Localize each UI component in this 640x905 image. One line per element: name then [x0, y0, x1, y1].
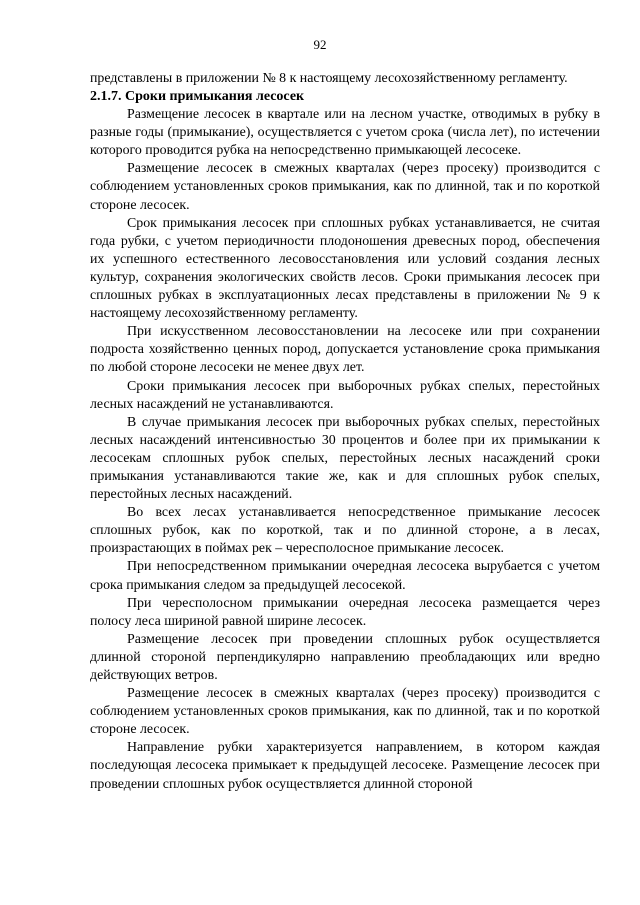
body-paragraph: Срок примыкания лесосек при сплошных рубках устанавливается, не считая года рубки, с учетом периодичности плодоношения древесных пород, обеспечения их успешного естественного лесовосстановления или условий создания лесных культур, сохранения экологических свойств лесов. Сроки примыкания лесосек при сплошных рубках в эксплуатационных лесах представлены в приложении № 9 к настоящему лесохозяйственному регламенту.: [90, 215, 600, 322]
body-paragraph: Во всех лесах устанавливается непосредственное примыкание лесосек сплошных рубок, как по короткой, так и по длинной стороне, а в лесах, произрастающих в поймах рек – чересполосное примыкание лесосек.: [90, 505, 600, 557]
body-paragraph: Размещение лесосек при проведении сплошных рубок осуществляется длинной стороной перпендикулярно направлению преобладающих или вредно действующих ветров.: [90, 631, 600, 683]
section-heading: 2.1.7. Сроки примыкания лесосек: [90, 89, 305, 105]
body-paragraph: Размещение лесосек в квартале или на лесном участке, отводимых в рубку в разные годы (примыкание), осуществляется с учетом срока (числа лет), по истечении которого проводится рубка на непосредственно примыкающей лесосеке.: [90, 107, 600, 159]
document-body: [90, 70, 600, 794]
body-paragraph: При чересполосном примыкании очередная лесосека размещается через полосу леса шириной равной ширине лесосек.: [90, 595, 600, 629]
body-paragraph: Размещение лесосек в смежных кварталах (через просеку) производится с соблюдением установленных сроков примыкания, как по длинной, так и по короткой стороне лесосек.: [90, 686, 600, 738]
body-paragraph: При искусственном лесовосстановлении на лесосеке или при сохранении подроста хозяйственно ценных пород, допускается установление срока примыкания по любой стороне лесосеки не менее двух лет.: [90, 324, 600, 376]
page-number: 92: [313, 37, 327, 52]
body-paragraph: Направление рубки характеризуется направлением, в котором каждая последующая лесосека примыкает к предыдущей лесосеке. Размещение лесосек при проведении сплошных рубок осуществляется длинной стороной: [90, 740, 600, 792]
body-paragraph: Размещение лесосек в смежных кварталах (через просеку) производится с соблюдением установленных сроков примыкания, как по длинной, так и по короткой стороне лесосек.: [90, 161, 600, 213]
intro-paragraph: представлены в приложении № 8 к настоящему лесохозяйственному регламенту.: [90, 71, 568, 86]
body-paragraph: Сроки примыкания лесосек при выборочных рубках спелых, перестойных лесных насаждений не устанавливаются.: [90, 378, 600, 412]
body-paragraph: При непосредственном примыкании очередная лесосека вырубается с учетом срока примыкания следом за предыдущей лесосекой.: [90, 559, 600, 593]
body-paragraph: В случае примыкания лесосек при выборочных рубках спелых, перестойных лесных насаждений интенсивностью 30 процентов и более при их примыкании к лесосекам сплошных рубок спелых, перестойных лесных насаждений сроки примыкания устанавливаются такие же, как и для сплошных рубок спелых, перестойных лесных насаждений.: [90, 414, 600, 503]
